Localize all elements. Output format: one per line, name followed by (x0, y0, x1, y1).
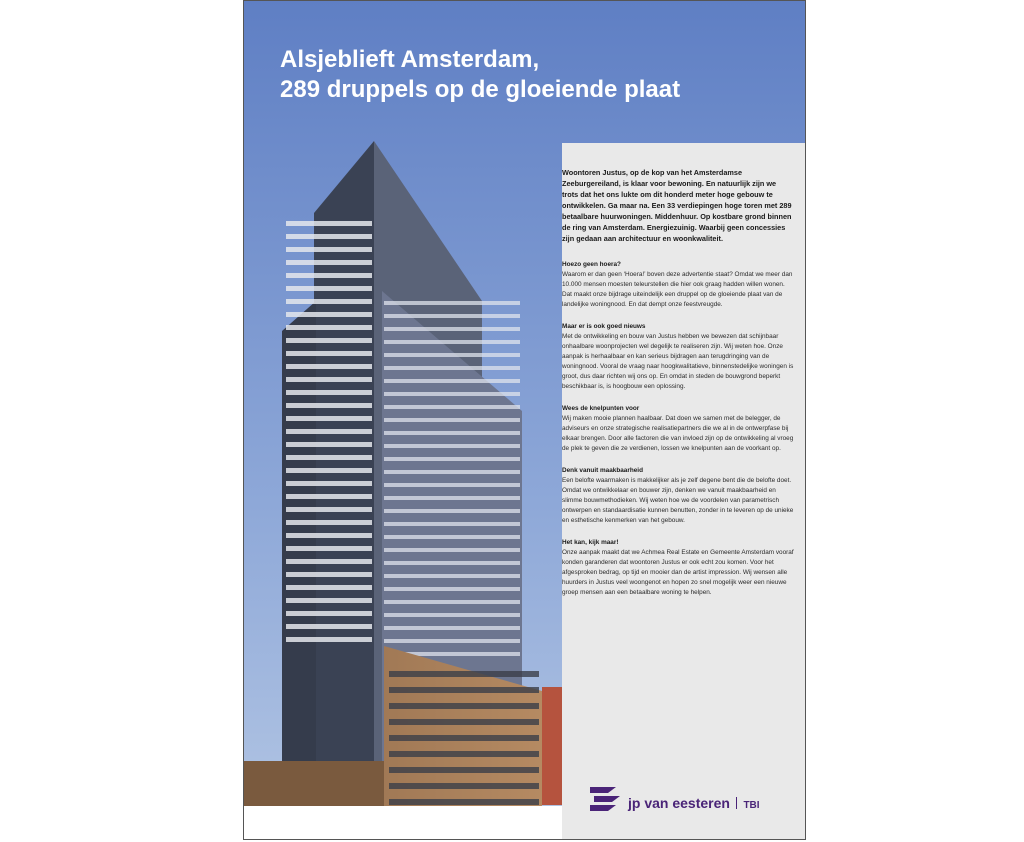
balcony-band (286, 559, 372, 564)
balcony-band (286, 416, 372, 421)
facade-band (384, 470, 520, 474)
facade-band (384, 535, 520, 539)
facade-band (384, 327, 520, 331)
balcony-band (286, 260, 372, 265)
section-hoezo-geen-hoera (562, 260, 794, 310)
podium-window-band (389, 783, 539, 789)
facade-band (384, 405, 520, 409)
section-title: Het kan, kijk maar! (562, 539, 619, 546)
facade-band (384, 353, 520, 357)
balcony-band (286, 390, 372, 395)
podium-window-band (389, 703, 539, 709)
balcony-band (286, 351, 372, 356)
balcony-band (286, 299, 372, 304)
facade-band (384, 587, 520, 591)
balcony-band (286, 507, 372, 512)
facade-band (384, 639, 520, 643)
logo-name: jp van eesteren (628, 795, 730, 811)
balcony-band (286, 611, 372, 616)
balcony-band (286, 520, 372, 525)
logo-wordmark (628, 795, 760, 811)
facade-band (384, 561, 520, 565)
text-panel-content (562, 167, 794, 610)
facade-band (384, 613, 520, 617)
facade-band (384, 314, 520, 318)
podium-window-band (389, 751, 539, 757)
balcony-band (286, 429, 372, 434)
facade-band (384, 483, 520, 487)
facade-band (384, 340, 520, 344)
facade-band (384, 431, 520, 435)
balcony-band (286, 481, 372, 486)
podium-window-band (389, 767, 539, 773)
section-knelpunten (562, 404, 794, 454)
logo-mark-icon (588, 783, 622, 813)
facade-band (384, 626, 520, 630)
balcony-band (286, 533, 372, 538)
section-body: Waarom er dan geen ‘Hoera!’ boven deze advertentie staat? Omdat we meer dan 10.000 mensen moesten teleurstellen die hier ook graag hadden willen wonen. Dat maakt onze bijdrage uiteindelijk een druppel op de gloeiende plaat van de landelijke woningnood. En dat dempt onze feestvreugde. (562, 271, 793, 308)
text-panel (562, 143, 806, 840)
facade-band (384, 392, 520, 396)
neighbour-building (542, 687, 562, 805)
balcony-band (286, 468, 372, 473)
facade-band (384, 379, 520, 383)
facade-band (384, 522, 520, 526)
facade-band (384, 496, 520, 500)
balcony-band (286, 624, 372, 629)
podium-side (244, 761, 384, 806)
balcony-band (286, 598, 372, 603)
balcony-band (286, 637, 372, 642)
balcony-band (286, 442, 372, 447)
balcony-band (286, 286, 372, 291)
intro-paragraph: Woontoren Justus, op de kop van het Amsterdamse Zeeburgereiland, is klaar voor bewoning. En natuurlijk zijn we trots dat het ons lukte om dit honderd meter hoge gebouw te ontwikkelen. Ga maar na. Een 33 verdiepingen hoge toren met 289 betaalbare huurwoningen. Middenhuur. Op kostbare grond binnen de ring van Amsterdam. Energiezuinig. Waarbij geen concessies zijn gedaan aan architectuur en woonkwaliteit. (562, 168, 792, 243)
balcony-band (286, 364, 372, 369)
balcony-band (286, 247, 372, 252)
section-title: Denk vanuit maakbaarheid (562, 467, 643, 474)
tower-front-left (282, 301, 316, 781)
balcony-band (286, 234, 372, 239)
facade-band (384, 418, 520, 422)
balcony-band (286, 221, 372, 226)
section-title: Hoezo geen hoera? (562, 261, 621, 268)
section-body: Wij maken mooie plannen haalbaar. Dat doen we samen met de belegger, de adviseurs en onze strategische realisatiepartners die we al in de ontwerpfase bij elkaar brengen. Door alle factoren die van invloed zijn op de ontwikkeling al vroeg de plek te geven die ze verdienen, lossen we knelpunten aan de voorkant op. (562, 415, 794, 452)
balcony-band (286, 377, 372, 382)
section-goed-nieuws (562, 322, 794, 392)
facade-band (384, 457, 520, 461)
podium-windows (389, 671, 539, 805)
headline-line-2: 289 druppels op de gloeiende plaat (280, 76, 681, 103)
balcony-band (286, 455, 372, 460)
section-title: Maar er is ook goed nieuws (562, 323, 646, 330)
section-body: Een belofte waarmaken is makkelijker als je zelf degene bent die de belofte doet. Omdat we ontwikkelaar en bouwer zijn, denken we vanuit maakbaarheid en slimme bouwmethodieken. Wij weten hoe we de voordelen van parametrisch ontwerpen en standaardisatie kunnen benutten, zonder in te leveren op de unieke en esthetische kenmerken van het gebouw. (562, 477, 794, 524)
section-maakbaarheid (562, 466, 794, 526)
logo-divider (736, 797, 738, 809)
section-body: Onze aanpak maakt dat we Achmea Real Estate en Gemeente Amsterdam vooraf konden garanderen dat woontoren Justus er ook echt zou komen. Voor het afgesproken bedrag, op tijd en mooier dan de artist impression. Wij wensen alle huurders in Justus veel woongenot en hopen zo snel mogelijk weer een nieuwe groep mensen aan een betaalbare woning te helpen. (562, 549, 794, 596)
facade-band (384, 600, 520, 604)
balcony-band (286, 546, 372, 551)
podium-window-band (389, 671, 539, 677)
logo-suffix: TBI (743, 800, 760, 811)
headline-line-1: Alsjeblieft Amsterdam, (280, 46, 540, 73)
balcony-band (286, 325, 372, 330)
balcony-band (286, 572, 372, 577)
balcony-band (286, 585, 372, 590)
headline (280, 45, 680, 105)
podium-window-band (389, 799, 539, 805)
section-body: Met de ontwikkeling en bouw van Justus hebben we bewezen dat schijnbaar onhaalbare woonprojecten wel degelijk te realiseren zijn. Wij weten hoe. Onze aanpak is herhaalbaar en kan serieus bijdragen aan terugdringing van de woningnood. Vooral de vraag naar hoogkwalitatieve, binnenstedelijke woningen is groot, dus daar richten wij ons op. En omdat in steden de bouwgrond beperkt beschikbaar is, is hoogbouw een oplossing. (562, 333, 794, 390)
facade-band (384, 509, 520, 513)
section-title: Wees de knelpunten voor (562, 405, 640, 412)
facade-band (384, 574, 520, 578)
facade-band (384, 301, 520, 305)
facade-band (384, 548, 520, 552)
podium-window-band (389, 735, 539, 741)
facade-band (384, 444, 520, 448)
balcony-band (286, 273, 372, 278)
podium-window-band (389, 719, 539, 725)
balcony-band (286, 338, 372, 343)
advertisement (243, 0, 806, 840)
balcony-band (286, 403, 372, 408)
balcony-band (286, 312, 372, 317)
facade-band (384, 366, 520, 370)
company-logo (588, 783, 798, 819)
podium-window-band (389, 687, 539, 693)
balcony-band (286, 494, 372, 499)
section-het-kan (562, 538, 794, 598)
